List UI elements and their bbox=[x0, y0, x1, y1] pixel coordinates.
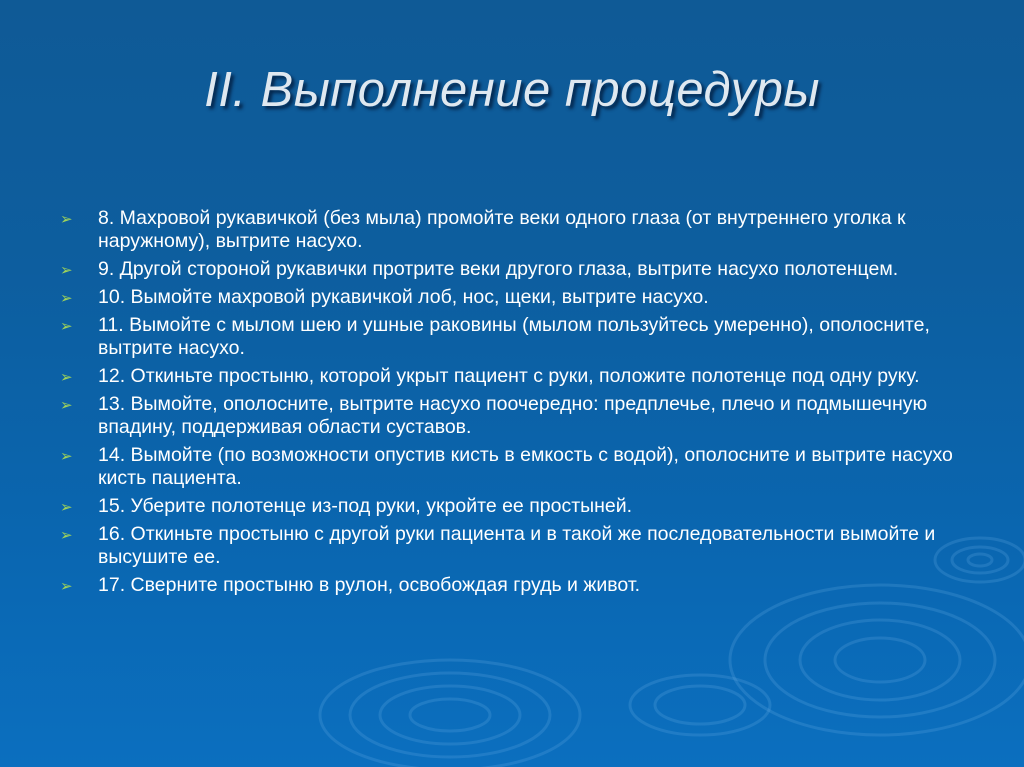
list-item bbox=[60, 258, 970, 281]
arrow-bullet-icon: ➢ bbox=[60, 318, 73, 335]
list-item bbox=[60, 574, 970, 597]
list-item bbox=[60, 314, 970, 360]
step-text: 16. Откиньте простыню с другой руки пациента и в такой же последовательности вымойте и высушите ее. bbox=[98, 523, 936, 568]
steps-list bbox=[60, 207, 970, 597]
arrow-bullet-icon: ➢ bbox=[60, 262, 73, 279]
arrow-bullet-icon: ➢ bbox=[60, 211, 73, 228]
arrow-bullet-icon: ➢ bbox=[60, 397, 73, 414]
list-item bbox=[60, 207, 970, 253]
step-text: 8. Махровой рукавичкой (без мыла) промойте веки одного глаза (от внутреннего уголка к наружному), вытрите насухо. bbox=[98, 207, 906, 252]
step-text: 10. Вымойте махровой рукавичкой лоб, нос, щеки, вытрите насухо. bbox=[98, 286, 709, 308]
step-text: 9. Другой стороной рукавички протрите веки другого глаза, вытрите насухо полотенцем. bbox=[98, 258, 899, 280]
step-text: 11. Вымойте с мылом шею и ушные раковины (мылом пользуйтесь умеренно), ополосните, вытрите насухо. bbox=[98, 314, 930, 359]
arrow-bullet-icon: ➢ bbox=[60, 499, 73, 516]
arrow-bullet-icon: ➢ bbox=[60, 448, 73, 465]
arrow-bullet-icon: ➢ bbox=[60, 527, 73, 544]
list-item bbox=[60, 393, 970, 439]
list-item bbox=[60, 286, 970, 309]
arrow-bullet-icon: ➢ bbox=[60, 290, 73, 307]
list-item bbox=[60, 444, 970, 490]
step-text: 13. Вымойте, ополосните, вытрите насухо поочередно: предплечье, плечо и подмышечную впадину, поддерживая области суставов. bbox=[98, 393, 928, 438]
list-item bbox=[60, 495, 970, 518]
list-item bbox=[60, 523, 970, 569]
step-text: 17. Сверните простыню в рулон, освобождая грудь и живот. bbox=[98, 574, 641, 596]
arrow-bullet-icon: ➢ bbox=[60, 369, 73, 386]
step-text: 15. Уберите полотенце из-под руки, укройте ее простыней. bbox=[98, 495, 633, 517]
step-text: 14. Вымойте (по возможности опустив кисть в емкость с водой), ополосните и вытрите насухо кисть пациента. bbox=[98, 444, 953, 489]
slide-title: II. Выполнение процедуры bbox=[204, 63, 820, 117]
procedure-steps bbox=[60, 207, 970, 602]
list-item bbox=[60, 365, 970, 388]
step-text: 12. Откиньте простыню, которой укрыт пациент с руки, положите полотенце под одну руку. bbox=[98, 365, 920, 387]
arrow-bullet-icon: ➢ bbox=[60, 578, 73, 595]
